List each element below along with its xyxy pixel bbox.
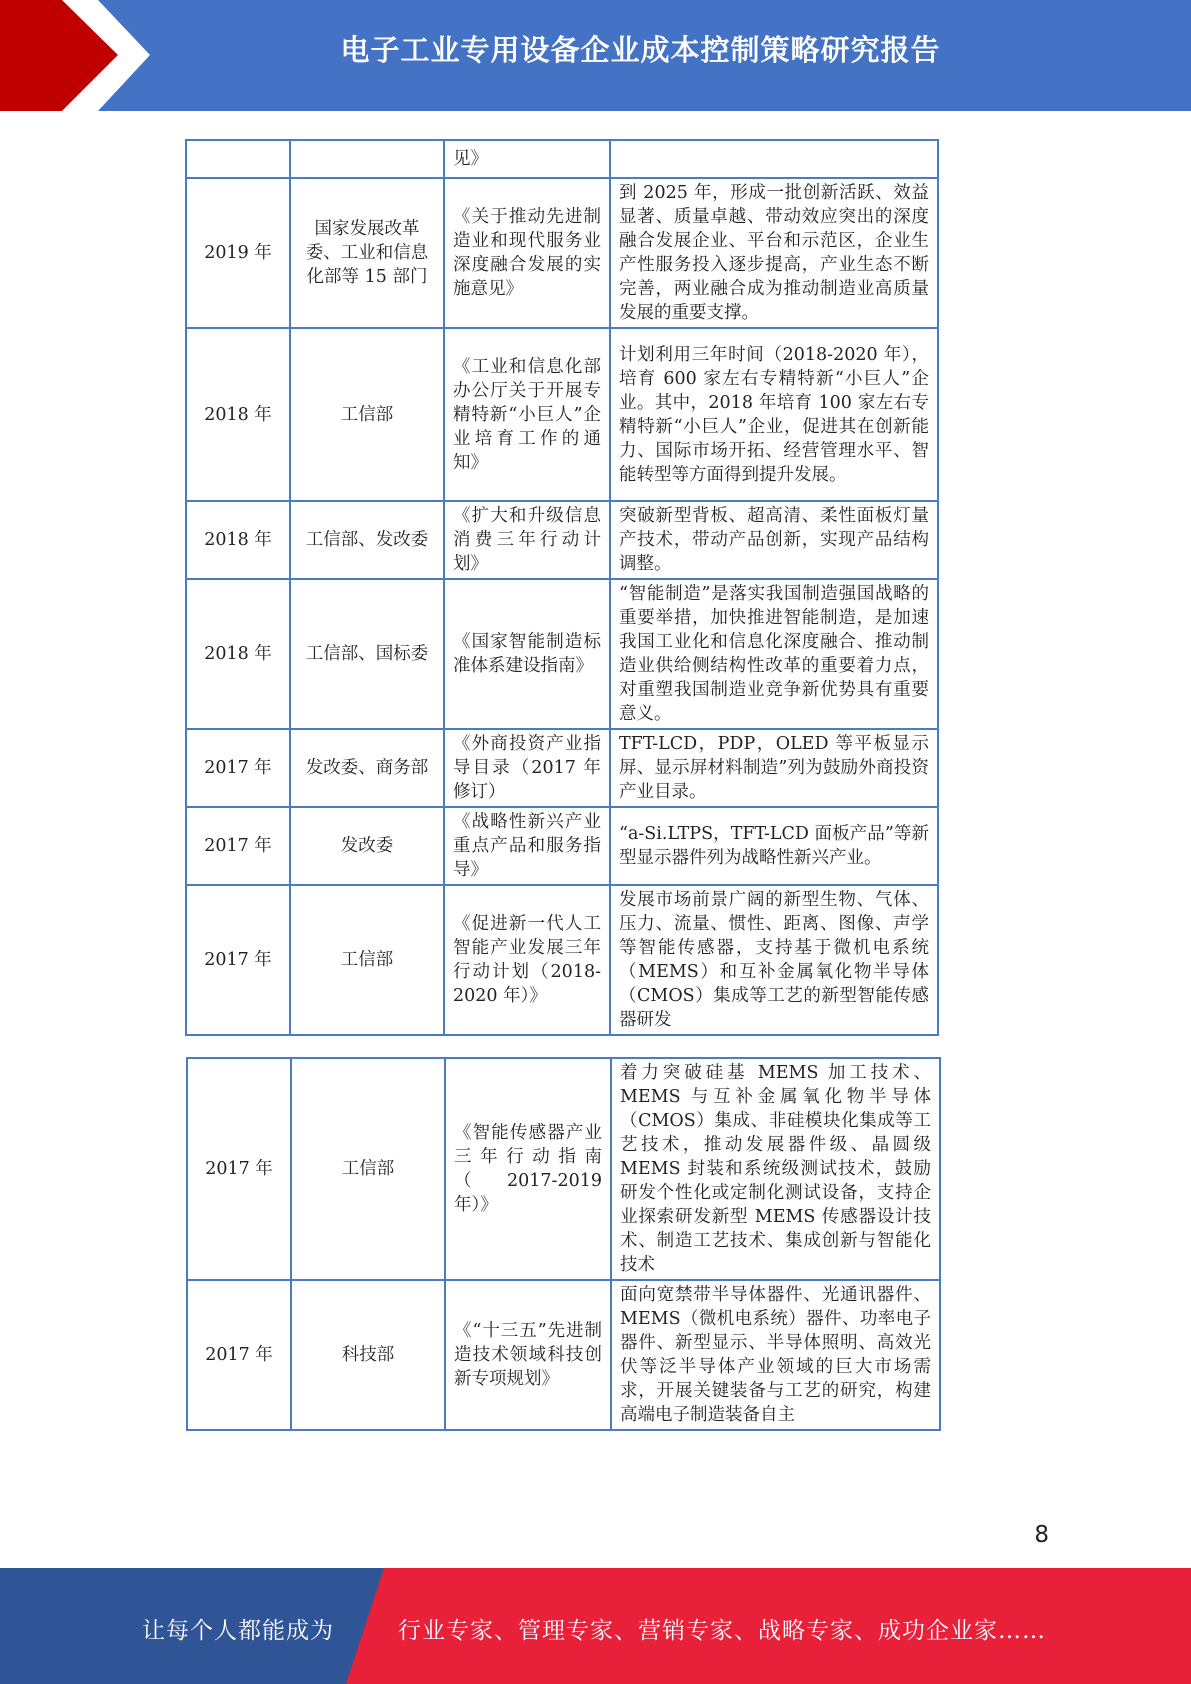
department-cell: 科技部 [291,1280,445,1430]
table-row [187,1058,940,1280]
year-cell: 2018 年 [186,328,290,501]
year-cell: 2017 年 [186,807,290,885]
content-cell: 突破新型背板、超高清、柔性面板灯量产技术，带动产品创新，实现产品结构调整。 [610,501,938,579]
table-row [186,178,938,328]
content-cell: “智能制造”是落实我国制造强国战略的重要举措，加快推进智能制造，是加速我国工业化和信息化深度融合、推动制造业供给侧结构性改革的重要着力点，对重塑我国制造业竞争新优势具有重要意义。 [610,579,938,729]
year-cell: 2018 年 [186,579,290,729]
page-number: 8 [1034,1522,1049,1548]
table-row [186,729,938,807]
document-cell: 《外商投资产业指导目录（2017 年修订） [444,729,610,807]
table-row [186,328,938,501]
table-row [186,885,938,1035]
table-row [186,579,938,729]
content-cell: 着力突破硅基 MEMS 加工技术、MEMS 与互补金属氧化物半导体（CMOS）集成、非硅模块化集成等工艺技术，推动发展器件级、晶圆级 MEMS 封装和系统级测试技术，鼓励研发个性化或定制化测试设备，支持企业探索研发新型 MEMS 传感器设计技术、制造工艺技术、集成创新与智能化技术 [611,1058,940,1280]
document-cell: 《工业和信息化部办公厅关于开展专精特新“小巨人”企业培育工作的通知》 [444,328,610,501]
department-cell [290,140,444,178]
year-cell [186,140,290,178]
table-row [186,807,938,885]
year-cell: 2017 年 [186,885,290,1035]
department-cell: 发改委 [290,807,444,885]
page-footer [0,1568,1191,1684]
department-cell: 工信部 [291,1058,445,1280]
table-row [186,501,938,579]
table-row [187,1280,940,1430]
footer-slogan-right: 行业专家、管理专家、营销专家、战略专家、成功企业家…… [398,1618,1046,1644]
document-cell: 《扩大和升级信息消费三年行动计划》 [444,501,610,579]
content-cell [610,140,938,178]
department-cell: 工信部、国标委 [290,579,444,729]
content-cell: 发展市场前景广阔的新型生物、气体、压力、流量、惯性、距离、图像、声学等智能传感器，支持基于微机电系统（MEMS）和互补金属氧化物半导体（CMOS）集成等工艺的新型智能传感器研发 [610,885,938,1035]
year-cell: 2017 年 [187,1058,291,1280]
year-cell: 2017 年 [187,1280,291,1430]
document-cell: 《战略性新兴产业重点产品和服务指导》 [444,807,610,885]
department-cell: 工信部 [290,328,444,501]
department-cell: 发改委、商务部 [290,729,444,807]
policy-table-1 [185,139,939,1036]
department-cell: 工信部、发改委 [290,501,444,579]
year-cell: 2018 年 [186,501,290,579]
year-cell: 2017 年 [186,729,290,807]
table-row [186,140,938,178]
content-cell: “a-Si.LTPS，TFT-LCD 面板产品”等新型显示器件列为战略性新兴产业。 [610,807,938,885]
document-cell: 《促进新一代人工智能产业发展三年行动计划（2018-2020 年）》 [444,885,610,1035]
policy-table-2 [186,1057,941,1431]
document-cell: 《关于推动先进制造业和现代服务业深度融合发展的实施意见》 [444,178,610,328]
page-title: 电子工业专用设备企业成本控制策略研究报告 [340,33,941,67]
document-cell: 《国家智能制造标准体系建设指南》 [444,579,610,729]
page-header [0,0,1191,111]
content-cell: TFT-LCD，PDP，OLED 等平板显示屏、显示屏材料制造”列为鼓励外商投资产业目录。 [610,729,938,807]
content-cell: 面向宽禁带半导体器件、光通讯器件、MEMS（微机电系统）器件、功率电子器件、新型显示、半导体照明、高效光伏等泛半导体产业领域的巨大市场需求，开展关键装备与工艺的研究，构建高端电子制造装备自主 [611,1280,940,1430]
department-cell: 国家发展改革委、工业和信息化部等 15 部门 [290,178,444,328]
document-cell: 《智能传感器产业三年行动指南（2017-2019 年）》 [445,1058,611,1280]
document-cell: 见》 [444,140,610,178]
department-cell: 工信部 [290,885,444,1035]
year-cell: 2019 年 [186,178,290,328]
content-cell: 到 2025 年，形成一批创新活跃、效益显著、质量卓越、带动效应突出的深度融合发展企业、平台和示范区，企业生产性服务投入逐步提高，产业生态不断完善，两业融合成为推动制造业高质量发展的重要支撑。 [610,178,938,328]
content-cell: 计划利用三年时间（2018-2020 年），培育 600 家左右专精特新“小巨人”企业。其中，2018 年培育 100 家左右专精特新“小巨人”企业，促进其在创新能力、国际市场开拓、经营管理水平、智能转型等方面得到提升发展。 [610,328,938,501]
footer-slogan-left: 让每个人都能成为 [142,1618,334,1644]
document-cell: 《“十三五”先进制造技术领域科技创新专项规划》 [445,1280,611,1430]
